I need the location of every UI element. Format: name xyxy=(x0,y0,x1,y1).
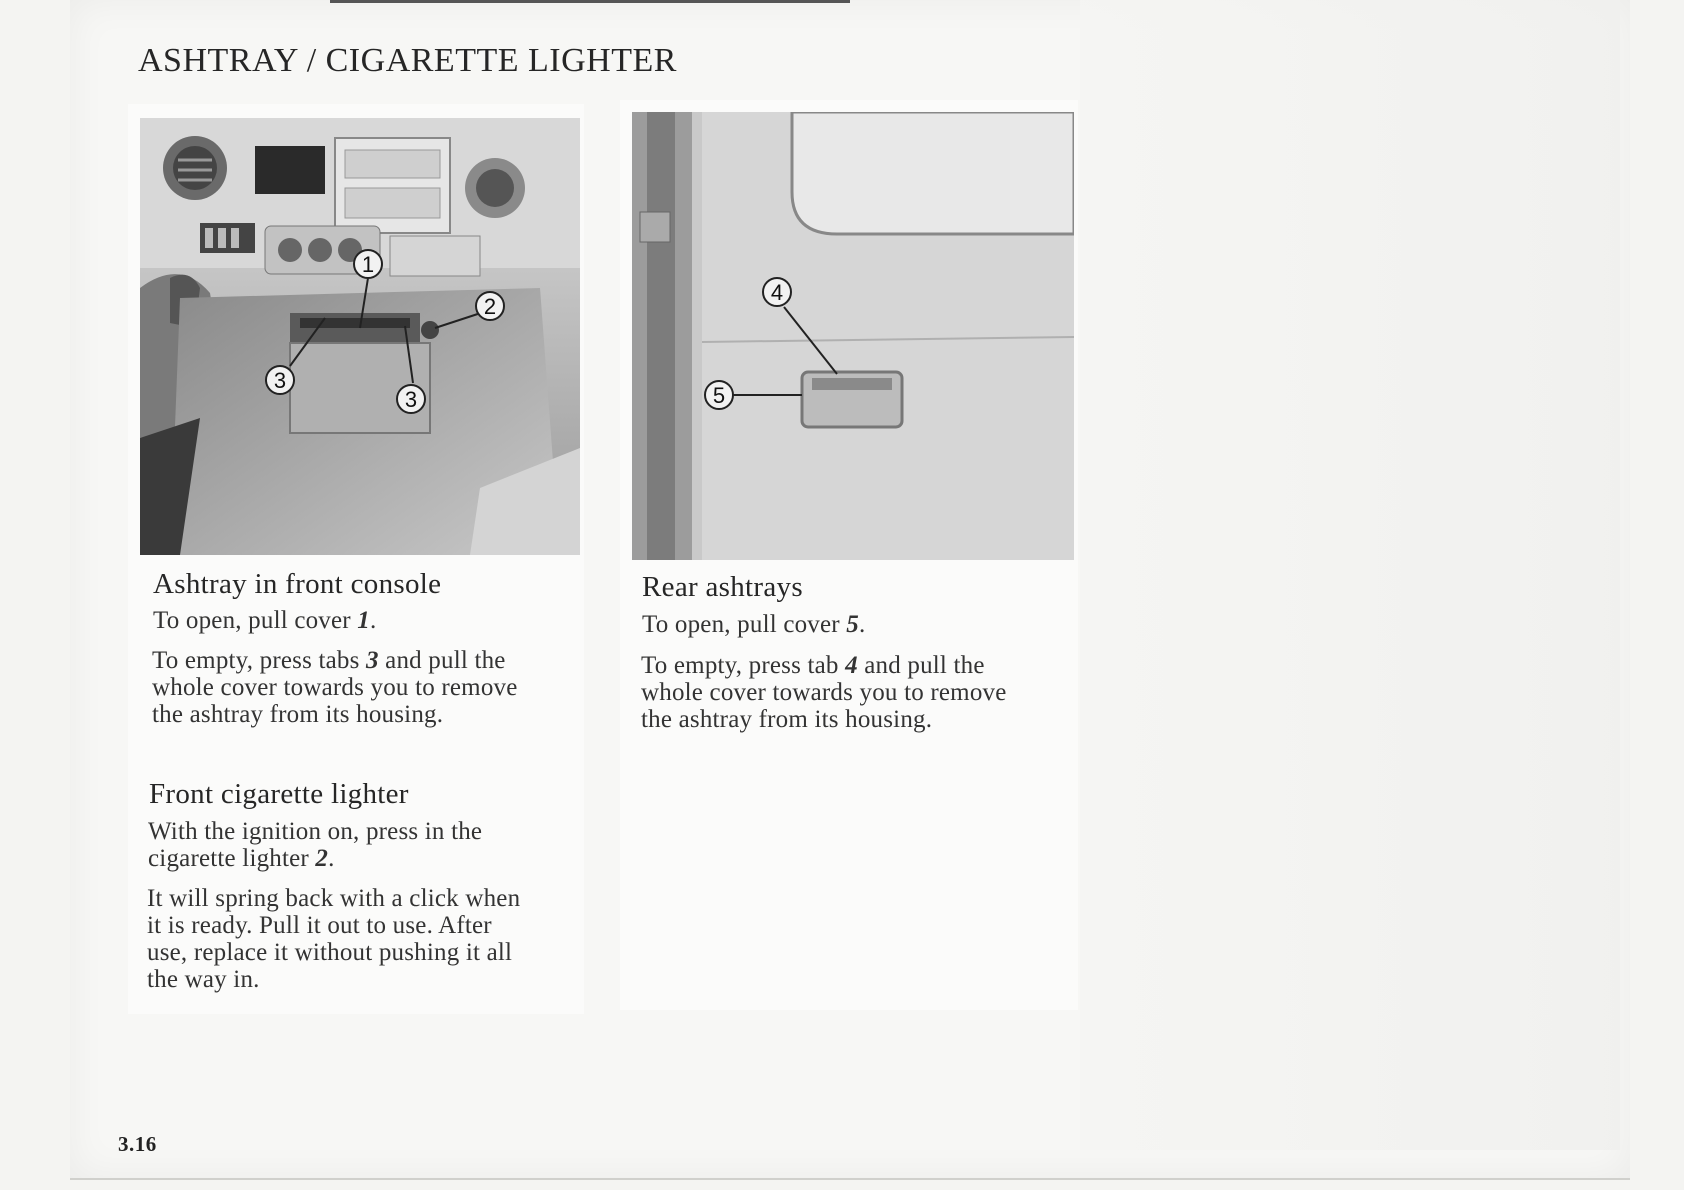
rear-ashtrays-empty-4: the ashtray from its housing. xyxy=(641,706,933,733)
top-edge-shadow xyxy=(330,0,850,3)
front-console-empty-2: and pull the xyxy=(385,647,506,674)
cigarette-lighter-p2-3: use, replace it without pushing it all xyxy=(147,939,513,966)
rear-ashtrays-empty-2: and pull the xyxy=(864,652,985,679)
rear-ashtray-photo xyxy=(632,112,1074,560)
callout-3-left xyxy=(266,366,294,394)
front-console-empty-3: whole cover towards you to remove xyxy=(152,674,518,701)
cigarette-lighter-para-2 xyxy=(147,885,587,993)
front-console-empty-ref: 3 xyxy=(366,647,379,674)
callout-1-label: 1 xyxy=(361,252,375,277)
page-title: ASHTRAY / CIGARETTE LIGHTER xyxy=(138,42,677,79)
cigarette-lighter-para-1: With the ignition on, press in the cigarette lighter 2. xyxy=(148,818,483,872)
cigarette-lighter-p2-1: It will spring back with a click when xyxy=(147,885,521,912)
callout-3-right xyxy=(397,385,425,413)
callout-5 xyxy=(705,381,733,409)
callout-4 xyxy=(763,278,791,306)
front-console-open-text: To open, pull cover 1. xyxy=(153,607,377,634)
rear-ashtrays-open-text: To open, pull cover 5. xyxy=(642,611,866,638)
rear-ashtray-illustration xyxy=(632,112,1074,560)
cigarette-lighter-p2-2: it is ready. Pull it out to use. After xyxy=(147,912,492,939)
rear-ashtrays-empty-text xyxy=(641,652,1091,733)
cigarette-lighter-line-2: cigarette lighter xyxy=(148,845,309,872)
cigarette-lighter-line-1: With the ignition on, press in the xyxy=(148,818,483,845)
callout-5-label: 5 xyxy=(712,383,726,408)
page-number: 3.16 xyxy=(118,1132,157,1156)
front-console-empty-1: To empty, press tabs xyxy=(152,647,360,674)
front-console-empty-text xyxy=(152,647,592,728)
callout-4-label: 4 xyxy=(770,280,784,305)
callout-1 xyxy=(354,250,382,278)
rear-ashtrays-empty-1: To empty, press tab xyxy=(641,652,839,679)
callout-3-right-label: 3 xyxy=(404,387,418,412)
callout-2 xyxy=(476,292,504,320)
bottom-edge xyxy=(70,1178,1630,1180)
front-console-photo xyxy=(140,118,580,555)
facing-page-ghost xyxy=(1080,0,1620,1150)
rear-ashtrays-empty-ref: 4 xyxy=(845,652,858,679)
front-console-open-ref: 1 xyxy=(357,607,370,634)
front-console-empty-4: the ashtray from its housing. xyxy=(152,701,444,728)
rear-ashtrays-empty-3: whole cover towards you to remove xyxy=(641,679,1007,706)
front-console-open-label: To open, pull cover xyxy=(153,607,351,634)
rear-ashtrays-open-ref: 5 xyxy=(846,611,859,638)
rear-ashtrays-heading: Rear ashtrays xyxy=(642,571,803,603)
cigarette-lighter-p2-4: the way in. xyxy=(147,966,260,993)
front-console-heading: Ashtray in front console xyxy=(153,568,442,600)
cigarette-lighter-ref: 2 xyxy=(315,845,329,872)
rear-ashtrays-open-label: To open, pull cover xyxy=(642,611,840,638)
cigarette-lighter-heading: Front cigarette lighter xyxy=(149,778,409,810)
callout-3-left-label: 3 xyxy=(273,368,287,393)
callout-2-label: 2 xyxy=(483,294,497,319)
front-console-illustration xyxy=(140,118,580,555)
